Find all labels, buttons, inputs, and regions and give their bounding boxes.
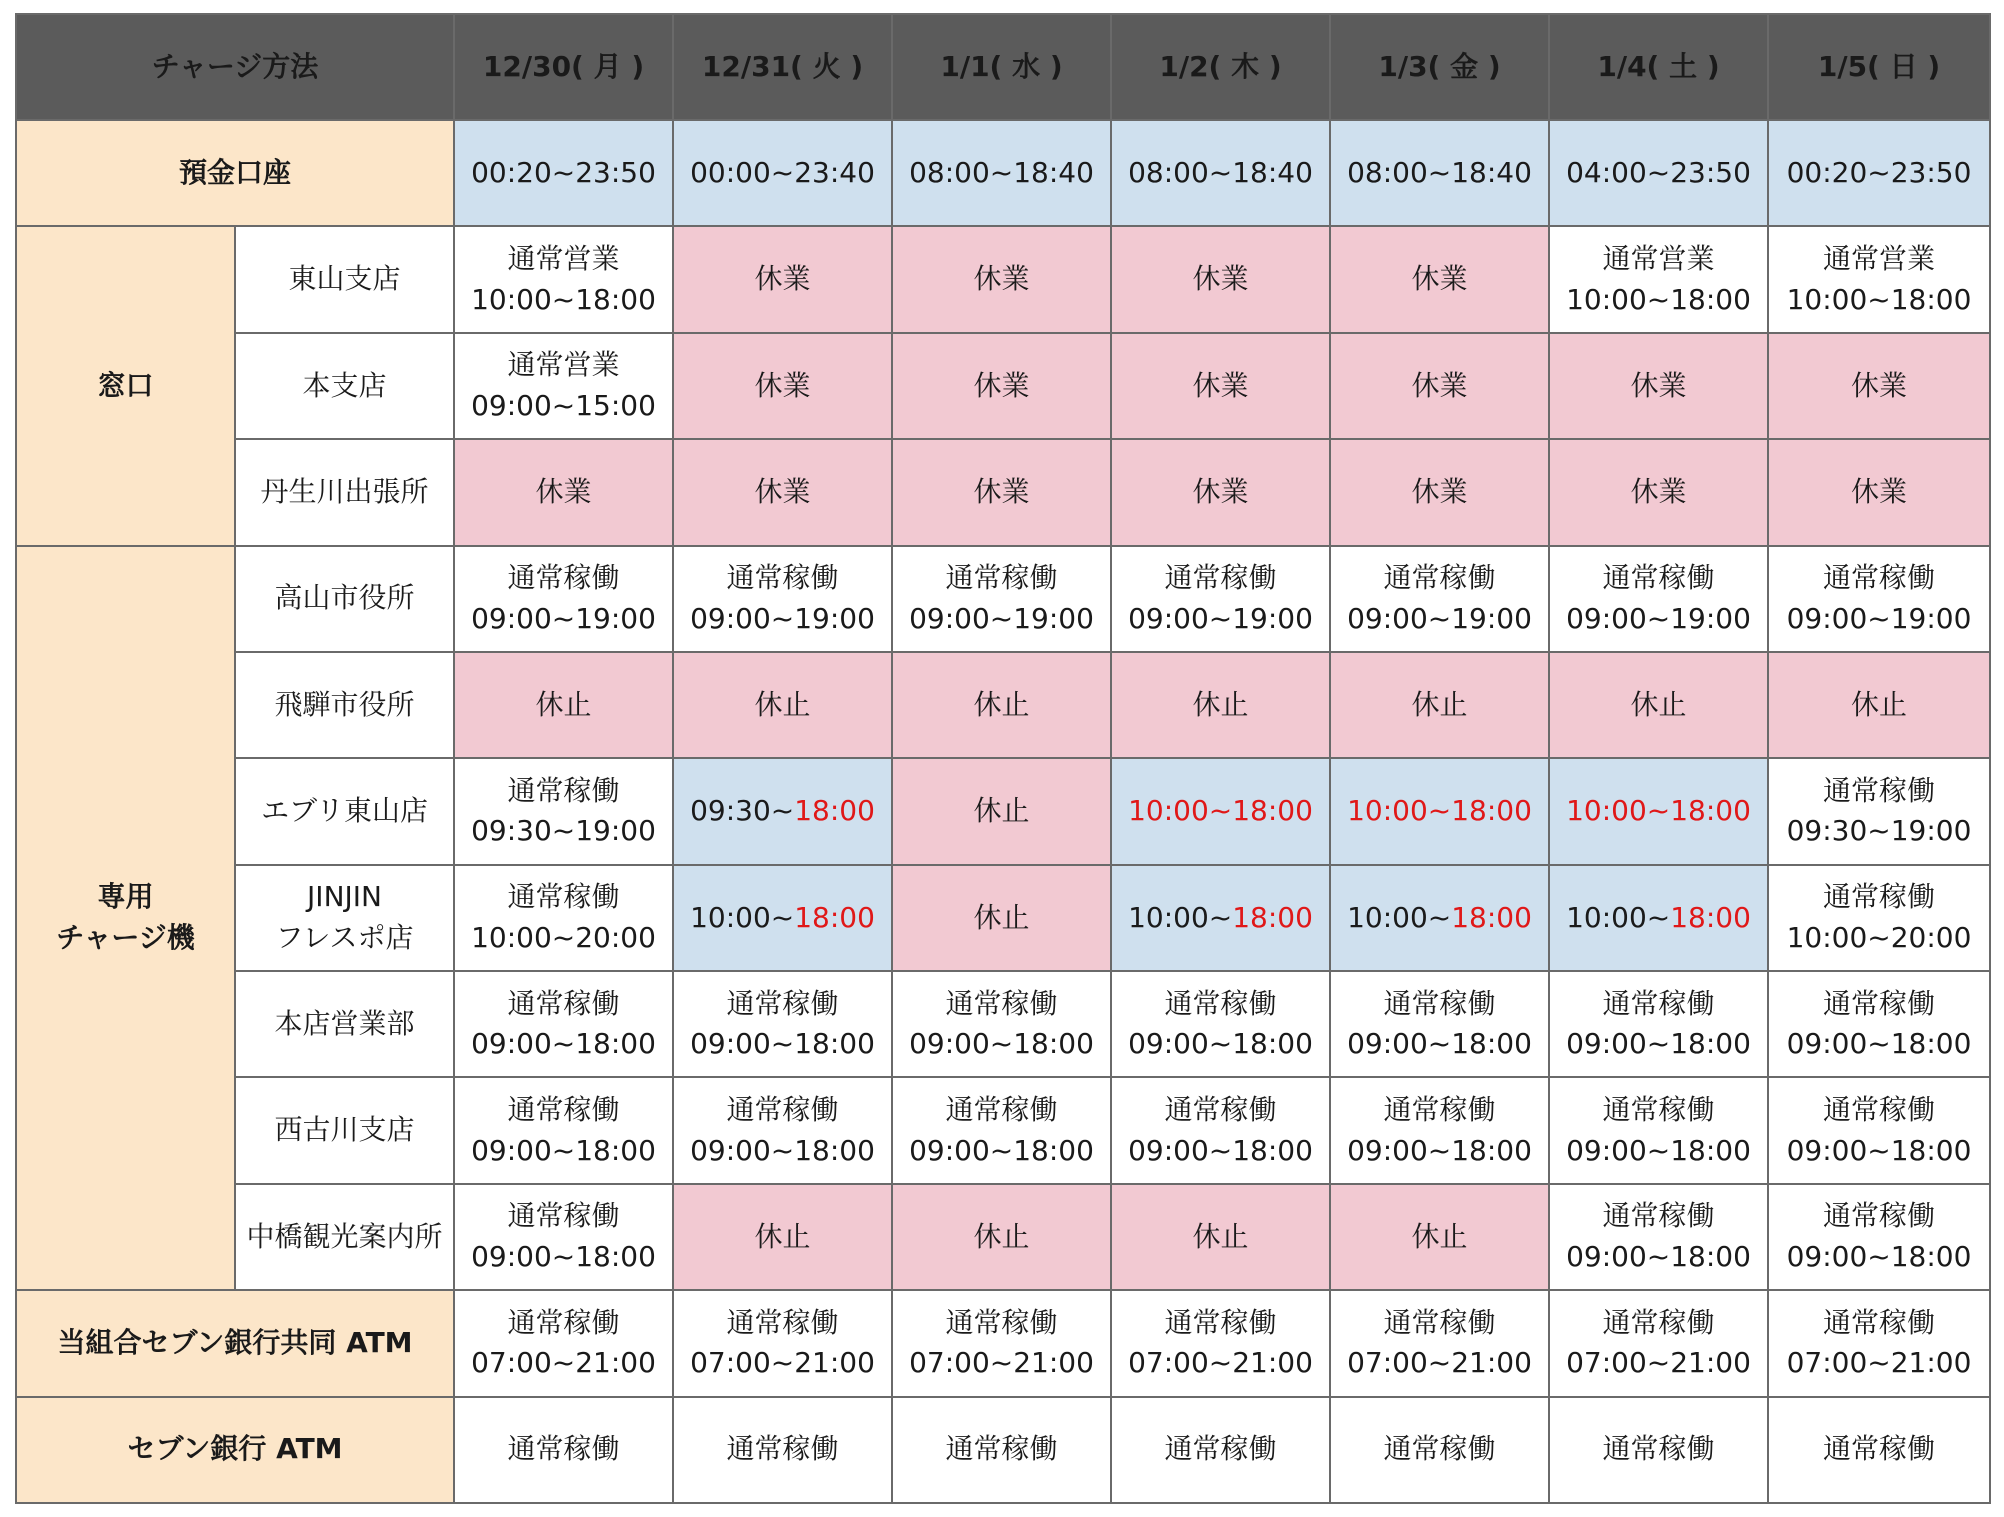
schedule-cell: 通常稼働: [1549, 1397, 1768, 1504]
header-day: 1/3( 金 ): [1330, 14, 1549, 120]
schedule-cell: [673, 1290, 892, 1396]
start-time: 10:00~: [1347, 794, 1452, 828]
schedule-cell: [673, 226, 892, 332]
schedule-cell: [1111, 865, 1330, 971]
hours-text: 09:00~18:00: [1128, 1133, 1313, 1167]
row-charger: [16, 758, 1990, 864]
status-text: 通常稼働: [507, 880, 620, 914]
end-time: 18:00: [794, 794, 875, 828]
start-time: 10:00~: [1128, 900, 1233, 934]
status-text: 通常稼働: [945, 1305, 1058, 1339]
deposit-time: 00:20~23:50: [1768, 120, 1990, 226]
status-text: 休業: [973, 368, 1030, 402]
hours-text: 09:00~19:00: [1128, 601, 1313, 635]
status-text: 通常稼働: [1823, 986, 1936, 1020]
status-text: 休止: [1411, 1219, 1468, 1253]
schedule-cell: [454, 1077, 673, 1183]
label-charger-line: 専用: [97, 880, 154, 914]
schedule-cell: [1768, 865, 1990, 971]
schedule-cell: [454, 333, 673, 439]
schedule-cell: [454, 1290, 673, 1396]
start-time: 10:00~: [1128, 794, 1233, 828]
status-text: 通常稼働: [726, 561, 839, 595]
schedule-cell: 通常稼働: [673, 1397, 892, 1504]
status-text: 休業: [1411, 475, 1468, 509]
schedule-cell: [673, 758, 892, 864]
status-text: 休業: [754, 475, 811, 509]
hours-text: 09:00~18:00: [1786, 1027, 1972, 1061]
location-name: [235, 865, 454, 971]
hours-text: 10:00~18:00: [471, 282, 656, 316]
deposit-time: 04:00~23:50: [1549, 120, 1768, 226]
row-charger: [16, 1184, 1990, 1290]
status-text: 休業: [754, 368, 811, 402]
label-charger-line: チャージ機: [56, 920, 195, 954]
schedule-cell: [1330, 226, 1549, 332]
status-text: 休業: [754, 262, 811, 296]
schedule-cell: [1111, 758, 1330, 864]
schedule-cell: [673, 865, 892, 971]
status-text: 休業: [1411, 262, 1468, 296]
schedule-cell: [454, 971, 673, 1077]
end-time: 18:00: [1232, 900, 1313, 934]
schedule-cell: [1549, 1290, 1768, 1396]
hours-text: 07:00~21:00: [690, 1346, 875, 1380]
status-text: 休止: [535, 687, 592, 721]
hours-text: 09:00~19:00: [909, 601, 1094, 635]
location-name: 西古川支店: [235, 1077, 454, 1183]
end-time: 18:00: [1451, 900, 1532, 934]
location-name-line: フレスポ店: [275, 920, 414, 954]
schedule-cell: [892, 546, 1111, 652]
start-time: 10:00~: [1566, 900, 1671, 934]
header-day: 1/4( 土 ): [1549, 14, 1768, 120]
schedule-cell: [1111, 226, 1330, 332]
status-text: 通常稼働: [1383, 561, 1496, 595]
row-charger: [16, 1077, 1990, 1183]
schedule-cell: [1549, 1077, 1768, 1183]
schedule-cell: [1330, 971, 1549, 1077]
schedule-cell: [454, 226, 673, 332]
schedule-cell: [1549, 652, 1768, 758]
schedule-cell: [1549, 546, 1768, 652]
hours-text: 07:00~21:00: [471, 1346, 656, 1380]
hours-text: 07:00~21:00: [1566, 1346, 1751, 1380]
end-time: 18:00: [1670, 794, 1751, 828]
schedule-cell: [1330, 1184, 1549, 1290]
row-atm-joint: [16, 1290, 1990, 1396]
location-name: 中橋観光案内所: [235, 1184, 454, 1290]
status-text: 通常稼働: [1602, 1092, 1715, 1126]
schedule-cell: [892, 971, 1111, 1077]
status-text: 通常稼働: [1823, 880, 1936, 914]
hours-text: 09:00~18:00: [909, 1027, 1094, 1061]
location-name-line: JINJIN: [307, 880, 382, 914]
deposit-time: 08:00~18:40: [1111, 120, 1330, 226]
status-text: 通常稼働: [726, 1092, 839, 1126]
schedule-cell: [892, 865, 1111, 971]
status-text: 通常稼働: [945, 986, 1058, 1020]
schedule-cell: [1330, 865, 1549, 971]
deposit-time: 00:00~23:40: [673, 120, 892, 226]
schedule-cell: [1549, 971, 1768, 1077]
schedule-cell: [1111, 1290, 1330, 1396]
header-day: 1/5( 日 ): [1768, 14, 1990, 120]
status-text: 通常稼働: [945, 561, 1058, 595]
status-text: 休業: [1411, 368, 1468, 402]
hours-text: 09:00~18:00: [1786, 1133, 1972, 1167]
hours-text: 09:00~18:00: [471, 1133, 656, 1167]
row-deposit: [16, 120, 1990, 226]
location-name: 本支店: [235, 333, 454, 439]
schedule-cell: 通常稼働: [892, 1397, 1111, 1504]
schedule-cell: [1768, 1077, 1990, 1183]
start-time: 10:00~: [1347, 900, 1452, 934]
location-name: 飛騨市役所: [235, 652, 454, 758]
schedule-cell: [1768, 226, 1990, 332]
status-text: 通常稼働: [1383, 986, 1496, 1020]
schedule-cell: 通常稼働: [1768, 1397, 1990, 1504]
schedule-cell: [1330, 439, 1549, 545]
schedule-cell: [1330, 333, 1549, 439]
status-text: 通常営業: [1823, 241, 1936, 275]
schedule-cell: [1768, 652, 1990, 758]
status-text: 休止: [973, 900, 1030, 934]
hours-text: 09:30~19:00: [1786, 814, 1972, 848]
row-charger: [16, 865, 1990, 971]
status-text: 通常稼働: [945, 1092, 1058, 1126]
schedule-cell: [1549, 865, 1768, 971]
deposit-time: 08:00~18:40: [892, 120, 1111, 226]
hours-text: 09:00~18:00: [1128, 1027, 1313, 1061]
location-name: 丹生川出張所: [235, 439, 454, 545]
hours-text: 09:00~18:00: [1566, 1027, 1751, 1061]
location-name: 高山市役所: [235, 546, 454, 652]
schedule-cell: [1549, 1184, 1768, 1290]
status-text: 通常稼働: [1602, 1199, 1715, 1233]
end-time: 18:00: [1232, 794, 1313, 828]
status-text: 通常稼働: [1823, 1199, 1936, 1233]
schedule-cell: [1111, 439, 1330, 545]
status-text: 通常稼働: [507, 561, 620, 595]
deposit-time: 08:00~18:40: [1330, 120, 1549, 226]
header-day: 12/30( 月 ): [454, 14, 673, 120]
status-text: 通常稼働: [507, 1092, 620, 1126]
schedule-cell: [1111, 652, 1330, 758]
hours-text: 09:00~15:00: [471, 388, 656, 422]
hours-text: 09:00~19:00: [1786, 601, 1972, 635]
schedule-cell: [1768, 1290, 1990, 1396]
schedule-cell: [454, 865, 673, 971]
status-text: 通常稼働: [507, 1199, 620, 1233]
hours-text: 09:00~18:00: [909, 1133, 1094, 1167]
status-text: 休業: [1630, 475, 1687, 509]
schedule-cell: [1768, 546, 1990, 652]
schedule-cell: [1768, 333, 1990, 439]
status-text: 通常稼働: [1602, 561, 1715, 595]
row-madoguchi: [16, 226, 1990, 332]
status-text: 休止: [973, 687, 1030, 721]
location-name: 本店営業部: [235, 971, 454, 1077]
hours-text: 09:00~18:00: [1347, 1133, 1532, 1167]
status-text: 通常稼働: [1823, 773, 1936, 807]
schedule-cell: [892, 439, 1111, 545]
hours-text: 09:00~18:00: [690, 1133, 875, 1167]
status-text: 休業: [1851, 475, 1908, 509]
header-day: 1/1( 水 ): [892, 14, 1111, 120]
schedule-cell: [1768, 758, 1990, 864]
schedule-cell: [1330, 758, 1549, 864]
schedule-cell: [1330, 1077, 1549, 1183]
schedule-cell: [1111, 546, 1330, 652]
status-text: 休業: [1192, 368, 1249, 402]
schedule-cell: [1549, 333, 1768, 439]
row-charger: [16, 971, 1990, 1077]
status-text: 通常稼働: [1823, 561, 1936, 595]
schedule-cell: [1111, 333, 1330, 439]
status-text: 通常稼働: [1383, 1092, 1496, 1126]
status-text: 通常稼働: [1383, 1305, 1496, 1339]
status-text: 通常稼働: [1823, 1092, 1936, 1126]
status-text: 通常稼働: [1602, 986, 1715, 1020]
schedule-cell: [892, 1184, 1111, 1290]
schedule-cell: [892, 758, 1111, 864]
schedule-cell: [673, 439, 892, 545]
schedule-cell: [1111, 1184, 1330, 1290]
hours-text: 07:00~21:00: [1786, 1346, 1972, 1380]
hours-text: 09:00~18:00: [471, 1027, 656, 1061]
hours-text: 07:00~21:00: [909, 1346, 1094, 1380]
status-text: 休止: [973, 1219, 1030, 1253]
schedule-cell: [892, 226, 1111, 332]
hours-text: 09:00~18:00: [1566, 1239, 1751, 1273]
label-atm-joint: 当組合セブン銀行共同 ATM: [16, 1290, 454, 1396]
schedule-cell: [673, 652, 892, 758]
hours-text: 09:00~18:00: [1347, 1027, 1532, 1061]
schedule-cell: [1330, 652, 1549, 758]
schedule-cell: [1549, 226, 1768, 332]
header-method: チャージ方法: [16, 14, 454, 120]
row-charger: [16, 652, 1990, 758]
status-text: 通常稼働: [1164, 986, 1277, 1020]
schedule-cell: [1768, 439, 1990, 545]
status-text: 休業: [535, 475, 592, 509]
start-time: 10:00~: [690, 900, 795, 934]
hours-text: 09:00~18:00: [1786, 1239, 1972, 1273]
label-madoguchi: 窓口: [16, 226, 235, 545]
status-text: 休業: [1192, 475, 1249, 509]
schedule-cell: [1549, 758, 1768, 864]
hours-text: 09:00~19:00: [1347, 601, 1532, 635]
status-text: 休業: [973, 475, 1030, 509]
schedule-cell: [454, 1184, 673, 1290]
schedule-cell: [892, 652, 1111, 758]
status-text: 休業: [1192, 262, 1249, 296]
schedule-cell: [673, 971, 892, 1077]
hours-text: 07:00~21:00: [1128, 1346, 1313, 1380]
row-charger: [16, 546, 1990, 652]
schedule-cell: [892, 333, 1111, 439]
schedule-cell: [1768, 1184, 1990, 1290]
hours-text: 09:30~19:00: [471, 814, 656, 848]
schedule-cell: [1549, 439, 1768, 545]
hours-text: 10:00~20:00: [1786, 920, 1972, 954]
hours-text: 07:00~21:00: [1347, 1346, 1532, 1380]
schedule-cell: [454, 758, 673, 864]
end-time: 18:00: [1451, 794, 1532, 828]
schedule-cell: [1330, 546, 1549, 652]
hours-text: 10:00~20:00: [471, 920, 656, 954]
schedule-cell: [1330, 1290, 1549, 1396]
status-text: 通常稼働: [726, 986, 839, 1020]
hours-text: 09:00~19:00: [1566, 601, 1751, 635]
schedule-cell: [454, 546, 673, 652]
hours-text: 09:00~19:00: [690, 601, 875, 635]
schedule-cell: [892, 1077, 1111, 1183]
status-text: 休止: [1411, 687, 1468, 721]
hours-text: 09:00~19:00: [471, 601, 656, 635]
label-charger: [16, 546, 235, 1291]
charge-schedule-table: [15, 13, 1991, 1504]
end-time: 18:00: [794, 900, 875, 934]
status-text: 通常営業: [507, 348, 620, 382]
header-row: [16, 14, 1990, 120]
status-text: 休業: [1630, 368, 1687, 402]
status-text: 休止: [1192, 687, 1249, 721]
row-atm-seven: [16, 1397, 1990, 1504]
status-text: 休業: [1851, 368, 1908, 402]
schedule-cell: 通常稼働: [1330, 1397, 1549, 1504]
status-text: 通常稼働: [726, 1305, 839, 1339]
schedule-cell: 通常稼働: [1111, 1397, 1330, 1504]
status-text: 通常稼働: [1823, 1305, 1936, 1339]
status-text: 通常稼働: [1164, 1305, 1277, 1339]
start-time: 09:30~: [690, 794, 795, 828]
row-madoguchi: [16, 439, 1990, 545]
start-time: 10:00~: [1566, 794, 1671, 828]
end-time: 18:00: [1670, 900, 1751, 934]
row-madoguchi: [16, 333, 1990, 439]
schedule-cell: [1111, 971, 1330, 1077]
header-day: 12/31( 火 ): [673, 14, 892, 120]
status-text: 通常営業: [1602, 241, 1715, 275]
hours-text: 09:00~18:00: [471, 1239, 656, 1273]
deposit-time: 00:20~23:50: [454, 120, 673, 226]
schedule-cell: [673, 1077, 892, 1183]
hours-text: 10:00~18:00: [1786, 282, 1972, 316]
schedule-cell: [1111, 1077, 1330, 1183]
status-text: 休止: [973, 794, 1030, 828]
label-deposit: 預金口座: [16, 120, 454, 226]
schedule-cell: [454, 439, 673, 545]
schedule-cell: [454, 652, 673, 758]
schedule-cell: [673, 1184, 892, 1290]
location-name: エブリ東山店: [235, 758, 454, 864]
status-text: 通常稼働: [507, 1305, 620, 1339]
schedule-cell: [673, 333, 892, 439]
status-text: 通常稼働: [507, 773, 620, 807]
status-text: 通常稼働: [507, 986, 620, 1020]
status-text: 休止: [1851, 687, 1908, 721]
hours-text: 09:00~18:00: [690, 1027, 875, 1061]
schedule-cell: [892, 1290, 1111, 1396]
schedule-cell: 通常稼働: [454, 1397, 673, 1504]
status-text: 休止: [1630, 687, 1687, 721]
status-text: 通常稼働: [1164, 561, 1277, 595]
status-text: 休止: [754, 687, 811, 721]
status-text: 通常稼働: [1602, 1305, 1715, 1339]
header-day: 1/2( 木 ): [1111, 14, 1330, 120]
status-text: 休止: [754, 1219, 811, 1253]
status-text: 通常稼働: [1164, 1092, 1277, 1126]
label-atm-seven: セブン銀行 ATM: [16, 1397, 454, 1504]
schedule-cell: [673, 546, 892, 652]
hours-text: 10:00~18:00: [1566, 282, 1751, 316]
location-name: 東山支店: [235, 226, 454, 332]
status-text: 休業: [973, 262, 1030, 296]
schedule-cell: [1768, 971, 1990, 1077]
hours-text: 09:00~18:00: [1566, 1133, 1751, 1167]
status-text: 休止: [1192, 1219, 1249, 1253]
status-text: 通常営業: [507, 241, 620, 275]
